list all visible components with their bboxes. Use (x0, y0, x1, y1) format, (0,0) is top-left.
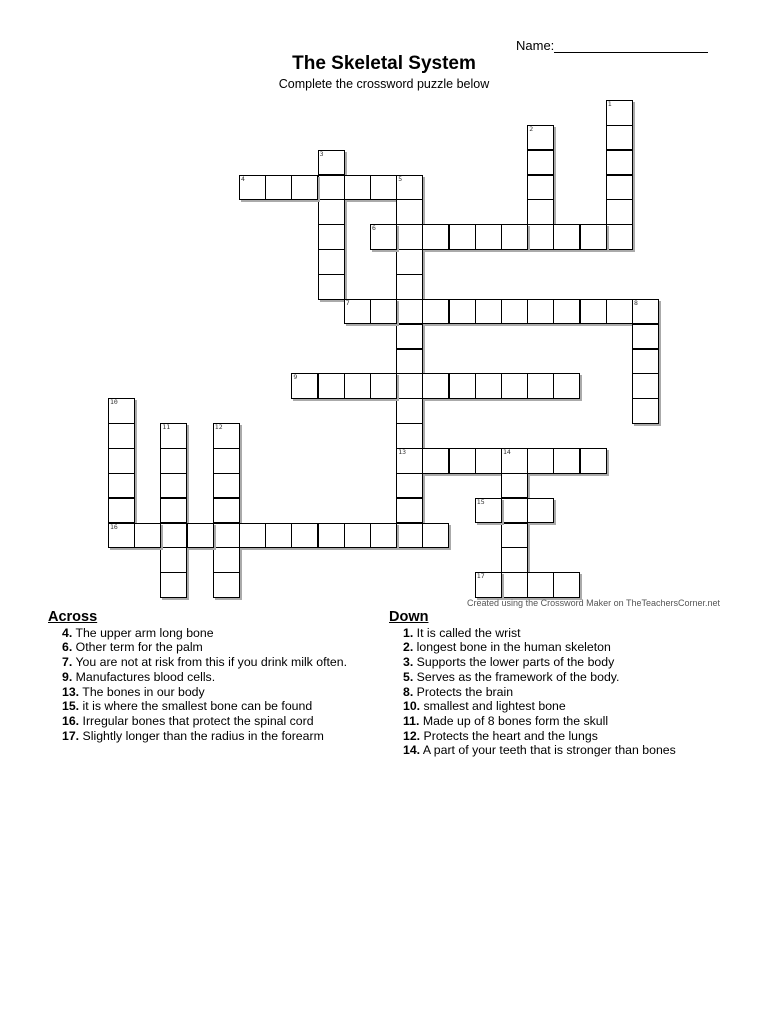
down-clue (389, 670, 729, 685)
crossword-cell[interactable] (527, 299, 554, 325)
clue-number: 10. (403, 699, 421, 714)
crossword-cell[interactable] (606, 150, 633, 176)
crossword-cell[interactable] (553, 373, 580, 399)
cell-number: 9 (293, 373, 298, 382)
crossword-cell[interactable] (318, 373, 345, 399)
crossword-cell[interactable] (396, 199, 423, 225)
crossword-cell[interactable] (422, 299, 449, 325)
crossword-cell[interactable] (318, 274, 345, 300)
crossword-cell[interactable] (527, 125, 554, 151)
crossword-cell[interactable] (501, 448, 528, 474)
clue-text: Irregular bones that protect the spinal cord (79, 713, 314, 728)
crossword-cell[interactable] (108, 448, 135, 474)
cell-number: 7 (345, 298, 350, 307)
clue-number: 9. (62, 669, 73, 684)
crossword-cell[interactable] (422, 448, 449, 474)
crossword-cell[interactable] (370, 299, 397, 325)
clue-number: 7. (62, 655, 73, 670)
crossword-cell[interactable] (108, 498, 135, 524)
cell-number: 14 (503, 447, 511, 456)
crossword-cell[interactable] (265, 175, 292, 201)
across-clue (48, 640, 368, 655)
crossword-cell[interactable] (396, 498, 423, 524)
crossword-cell[interactable] (606, 299, 633, 325)
crossword-cell[interactable] (396, 398, 423, 424)
across-clue (48, 655, 368, 670)
clue-text: A part of your teeth that is stronger than bones (420, 743, 676, 758)
crossword-cell[interactable] (239, 175, 266, 201)
crossword-cell[interactable] (580, 224, 607, 250)
clue-text: smallest and lightest bone (420, 699, 566, 714)
clue-text: Supports the lower parts of the body (413, 655, 615, 670)
clue-text: It is called the wrist (413, 625, 521, 640)
crossword-cell[interactable] (213, 547, 240, 573)
crossword-cell[interactable] (501, 572, 528, 598)
crossword-cell[interactable] (239, 523, 266, 549)
down-clue (389, 655, 729, 670)
crossword-cell[interactable] (318, 224, 345, 250)
clue-text: Protects the brain (413, 684, 514, 699)
crossword-cell[interactable] (475, 299, 502, 325)
crossword-cell[interactable] (606, 100, 633, 126)
cell-number: 12 (214, 423, 223, 432)
crossword-cell[interactable] (527, 448, 554, 474)
clue-text: The bones in our body (79, 684, 205, 699)
page-subtitle: Complete the crossword puzzle below (278, 77, 490, 91)
crossword-cell[interactable] (396, 175, 423, 201)
crossword-cell[interactable] (475, 448, 502, 474)
crossword-cell[interactable] (291, 175, 318, 201)
across-clue (48, 626, 368, 641)
name-label: Name: (516, 38, 555, 53)
crossword-cell[interactable] (632, 349, 659, 375)
clue-text: Manufactures blood cells. (72, 669, 216, 684)
crossword-cell[interactable] (475, 224, 502, 250)
crossword-cell[interactable] (370, 224, 397, 250)
down-clue (389, 685, 729, 700)
cell-number: 3 (319, 149, 324, 158)
down-clues (389, 610, 729, 758)
clue-number: 11. (403, 713, 420, 728)
crossword-cell[interactable] (213, 523, 240, 549)
clue-text: longest bone in the human skeleton (413, 640, 611, 655)
clue-number: 13. (62, 684, 80, 699)
crossword-cell[interactable] (160, 523, 187, 549)
clue-number: 2. (403, 640, 414, 655)
down-clue (389, 640, 729, 655)
across-clues (48, 610, 368, 743)
cell-number: 1 (607, 100, 612, 108)
clue-text: it is where the smallest bone can be found (79, 699, 313, 714)
cell-number: 6 (372, 224, 376, 233)
across-heading: Across (48, 609, 98, 625)
crossword-cell[interactable] (606, 125, 633, 151)
clue-number: 14. (403, 743, 421, 758)
crossword-cell[interactable] (291, 523, 318, 549)
down-clue (389, 626, 729, 641)
page-title: The Skeletal System (292, 53, 476, 74)
clue-number: 8. (403, 684, 414, 699)
crossword-cell[interactable] (527, 175, 554, 201)
crossword-cell[interactable] (527, 498, 554, 524)
crossword-cell[interactable] (318, 150, 345, 176)
crossword-cell[interactable] (553, 299, 580, 325)
crossword-cell[interactable] (501, 498, 528, 524)
crossword-cell[interactable] (553, 572, 580, 598)
clue-text: Slightly longer than the radius in the forearm (79, 728, 324, 743)
crossword-cell[interactable] (108, 523, 135, 549)
crossword-cell[interactable] (632, 324, 659, 350)
crossword-cell[interactable] (318, 249, 345, 275)
cell-number: 11 (162, 423, 171, 432)
clue-text: Serves as the framework of the body. (413, 669, 620, 684)
clue-number: 4. (62, 625, 73, 640)
down-clue (389, 699, 729, 714)
clue-text: The upper arm long bone (72, 625, 214, 640)
across-clue (48, 714, 368, 729)
clue-number: 5. (403, 669, 414, 684)
cell-number: 17 (476, 572, 485, 581)
crossword-cell[interactable] (291, 373, 318, 399)
cell-number: 16 (110, 522, 118, 531)
cell-number: 8 (634, 298, 638, 307)
clue-text: Other term for the palm (72, 640, 203, 655)
crossword-cell[interactable] (501, 547, 528, 573)
crossword-cell[interactable] (396, 523, 423, 549)
crossword-cell[interactable] (213, 498, 240, 524)
crossword-cell[interactable] (527, 572, 554, 598)
crossword-cell[interactable] (396, 473, 423, 499)
crossword-cell[interactable] (265, 523, 292, 549)
down-clue (389, 714, 729, 729)
cell-number: 15 (476, 497, 485, 506)
crossword-cell[interactable] (318, 199, 345, 225)
crossword-cell[interactable] (449, 448, 476, 474)
crossword-cell[interactable] (449, 299, 476, 325)
cell-number: 10 (110, 398, 118, 407)
crossword-cell[interactable] (580, 448, 607, 474)
crossword-cell[interactable] (553, 224, 580, 250)
crossword-cell[interactable] (344, 175, 371, 201)
crossword-cell[interactable] (160, 448, 187, 474)
crossword-cell[interactable] (344, 523, 371, 549)
crossword-cell[interactable] (449, 373, 476, 399)
down-clue (389, 743, 729, 758)
cell-number: 4 (241, 174, 245, 183)
crossword-cell[interactable] (396, 349, 423, 375)
clue-number: 1. (403, 625, 414, 640)
crossword-cell[interactable] (396, 324, 423, 350)
crossword-cell[interactable] (580, 299, 607, 325)
crossword-cell[interactable] (501, 299, 528, 325)
crossword-cell[interactable] (632, 398, 659, 424)
crossword-cell[interactable] (318, 175, 345, 201)
crossword-cell[interactable] (213, 473, 240, 499)
clue-number: 15. (62, 699, 80, 714)
crossword-cell[interactable] (370, 373, 397, 399)
clue-number: 17. (62, 728, 80, 743)
crossword-cell[interactable] (370, 175, 397, 201)
crossword-cell[interactable] (606, 199, 633, 225)
clue-text: You are not at risk from this if you drink milk often. (72, 655, 348, 670)
crossword-cell[interactable] (606, 175, 633, 201)
crossword-cell[interactable] (213, 423, 240, 449)
crossword-cell[interactable] (527, 150, 554, 176)
crossword-cell[interactable] (318, 523, 345, 549)
crossword-cell[interactable] (449, 224, 476, 250)
crossword-cell[interactable] (396, 249, 423, 275)
crossword-cell[interactable] (160, 423, 187, 449)
crossword-cell[interactable] (134, 523, 161, 549)
crossword-cell[interactable] (370, 523, 397, 549)
credit-line: Created using the Crossword Maker on TheTeachersCorner.net (467, 598, 720, 608)
crossword-cell[interactable] (527, 199, 554, 225)
crossword-cell[interactable] (160, 473, 187, 499)
clue-text: Protects the heart and the lungs (420, 728, 598, 743)
crossword-cell[interactable] (160, 572, 187, 598)
crossword-cell[interactable] (527, 373, 554, 399)
crossword-cell[interactable] (422, 523, 449, 549)
crossword-cell[interactable] (108, 423, 135, 449)
cell-number: 5 (398, 174, 403, 183)
across-clue (48, 729, 368, 744)
crossword-cell[interactable] (501, 473, 528, 499)
crossword-cell[interactable] (606, 224, 633, 250)
crossword-cell[interactable] (213, 448, 240, 474)
crossword-cell[interactable] (422, 224, 449, 250)
crossword-cell[interactable] (501, 224, 528, 250)
clue-number: 6. (62, 640, 73, 655)
crossword-cell[interactable] (396, 423, 423, 449)
crossword-cell[interactable] (108, 398, 135, 424)
crossword-cell[interactable] (344, 299, 371, 325)
crossword-cell[interactable] (108, 473, 135, 499)
crossword-cell[interactable] (422, 373, 449, 399)
crossword-cell[interactable] (213, 572, 240, 598)
crossword-cell[interactable] (396, 224, 423, 250)
across-clue (48, 670, 368, 685)
crossword-cell[interactable] (501, 523, 528, 549)
clue-number: 16. (62, 713, 80, 728)
cell-number: 2 (529, 124, 534, 133)
crossword-cell[interactable] (527, 224, 554, 250)
crossword-cell[interactable] (160, 498, 187, 524)
crossword-cell[interactable] (475, 373, 502, 399)
crossword-cell[interactable] (396, 274, 423, 300)
crossword-cell[interactable] (632, 299, 659, 325)
clue-number: 3. (403, 655, 414, 670)
crossword-cell[interactable] (344, 373, 371, 399)
crossword-cell[interactable] (553, 448, 580, 474)
crossword-cell[interactable] (160, 547, 187, 573)
crossword-cell[interactable] (475, 572, 502, 598)
clue-number: 12. (403, 728, 421, 743)
crossword-cell[interactable] (396, 373, 423, 399)
down-heading: Down (389, 609, 429, 625)
crossword-cell[interactable] (501, 373, 528, 399)
crossword-cell[interactable] (187, 523, 214, 549)
crossword-cell[interactable] (475, 498, 502, 524)
crossword-cell[interactable] (632, 373, 659, 399)
crossword-cell[interactable] (396, 299, 423, 325)
cell-number: 13 (398, 447, 407, 456)
crossword-cell[interactable] (396, 448, 423, 474)
clue-text: Made up of 8 bones form the skull (419, 713, 609, 728)
across-clue (48, 699, 368, 714)
across-clue (48, 685, 368, 700)
down-clue (389, 729, 729, 744)
